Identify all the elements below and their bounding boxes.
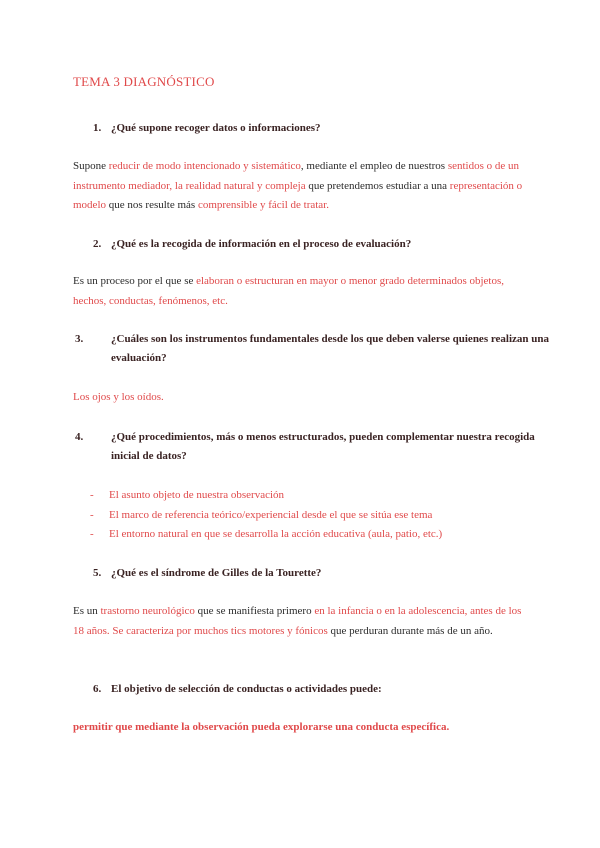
question-number: 2. xyxy=(93,238,102,250)
question-number: 1. xyxy=(93,122,102,134)
question-1 xyxy=(93,119,533,138)
answer-highlight: sentidos o de un instrumento mediador, la realidad natural y compleja xyxy=(73,160,520,192)
answer-2 xyxy=(73,272,533,311)
answer-text: que pretendemos estudiar a una xyxy=(305,179,450,192)
question-text: ¿Qué es la recogida de información en el proceso de evaluación? xyxy=(111,238,412,250)
list-item-text: El asunto objeto de nuestra observación xyxy=(109,489,285,501)
answer-text: que nos resulte más xyxy=(106,199,198,211)
list-item-text: El entorno natural en que se desarrolla la acción educativa (aula, patio, etc.) xyxy=(109,528,443,540)
question-text: El objetivo de selección de conductas o actividades puede: xyxy=(111,683,382,695)
list-item xyxy=(73,506,533,526)
answer-highlight: Los ojos y los oídos. xyxy=(73,391,164,403)
question-text: ¿Qué supone recoger datos o informaciones? xyxy=(111,122,321,134)
question-number: 6. xyxy=(93,683,102,695)
answer-highlight: permitir que mediante la observación pueda explorarse una conducta específica. xyxy=(73,721,450,733)
answer-highlight: trastorno neurológico xyxy=(100,605,195,617)
answer-highlight: elaboran o estructuran en mayor o menor grado determinados objetos, hechos, conductas, fenómenos, etc. xyxy=(73,275,505,307)
question-6 xyxy=(93,680,533,699)
list-item xyxy=(73,525,533,545)
list-item xyxy=(73,486,533,506)
answer-text: que se manifiesta primero xyxy=(194,605,315,617)
question-4 xyxy=(75,428,551,466)
page-title: TEMA 3 DIAGNÓSTICO xyxy=(73,74,215,89)
answer-3 xyxy=(73,388,533,408)
question-2 xyxy=(93,235,533,254)
answer-text: Supone xyxy=(73,160,109,172)
answer-highlight: comprensible y fácil de tratar. xyxy=(197,199,329,211)
answer-text: Es un proceso por el que se xyxy=(73,275,197,287)
question-3 xyxy=(75,330,551,368)
question-text: ¿Cuáles son los instrumentos fundamentales desde los que deben valerse quienes realizan una evaluación? xyxy=(111,333,550,364)
answer-text: Es un xyxy=(73,605,101,617)
question-number: 3. xyxy=(75,333,84,345)
question-number: 5. xyxy=(93,567,102,579)
list-dash: - xyxy=(90,528,94,540)
question-text: ¿Qué procedimientos, más o menos estructurados, pueden complementar nuestra recogida inicial de datos? xyxy=(111,431,535,462)
question-5 xyxy=(93,564,533,583)
answer-highlight: representación o modelo xyxy=(73,179,523,211)
answer-4-list xyxy=(73,486,533,545)
answer-6 xyxy=(73,718,533,738)
question-number: 4. xyxy=(75,431,84,443)
answer-text: que perduran durante más de un año. xyxy=(327,624,493,637)
question-text: ¿Qué es el síndrome de Gilles de la Tourette? xyxy=(111,567,322,579)
answer-highlight: en la infancia o en la adolescencia, antes de los 18 años. Se caracteriza por muchos tics motores y fónicos xyxy=(73,605,522,637)
answer-1 xyxy=(73,157,533,216)
answer-text: , mediante el empleo de nuestros xyxy=(300,160,448,172)
list-dash: - xyxy=(90,508,94,521)
answer-highlight: reducir de modo intencionado y sistemático xyxy=(108,160,301,172)
list-dash: - xyxy=(90,489,94,501)
list-item-text: El marco de referencia teórico/experiencial desde el que se sitúa ese tema xyxy=(109,508,433,521)
answer-5 xyxy=(73,602,533,641)
